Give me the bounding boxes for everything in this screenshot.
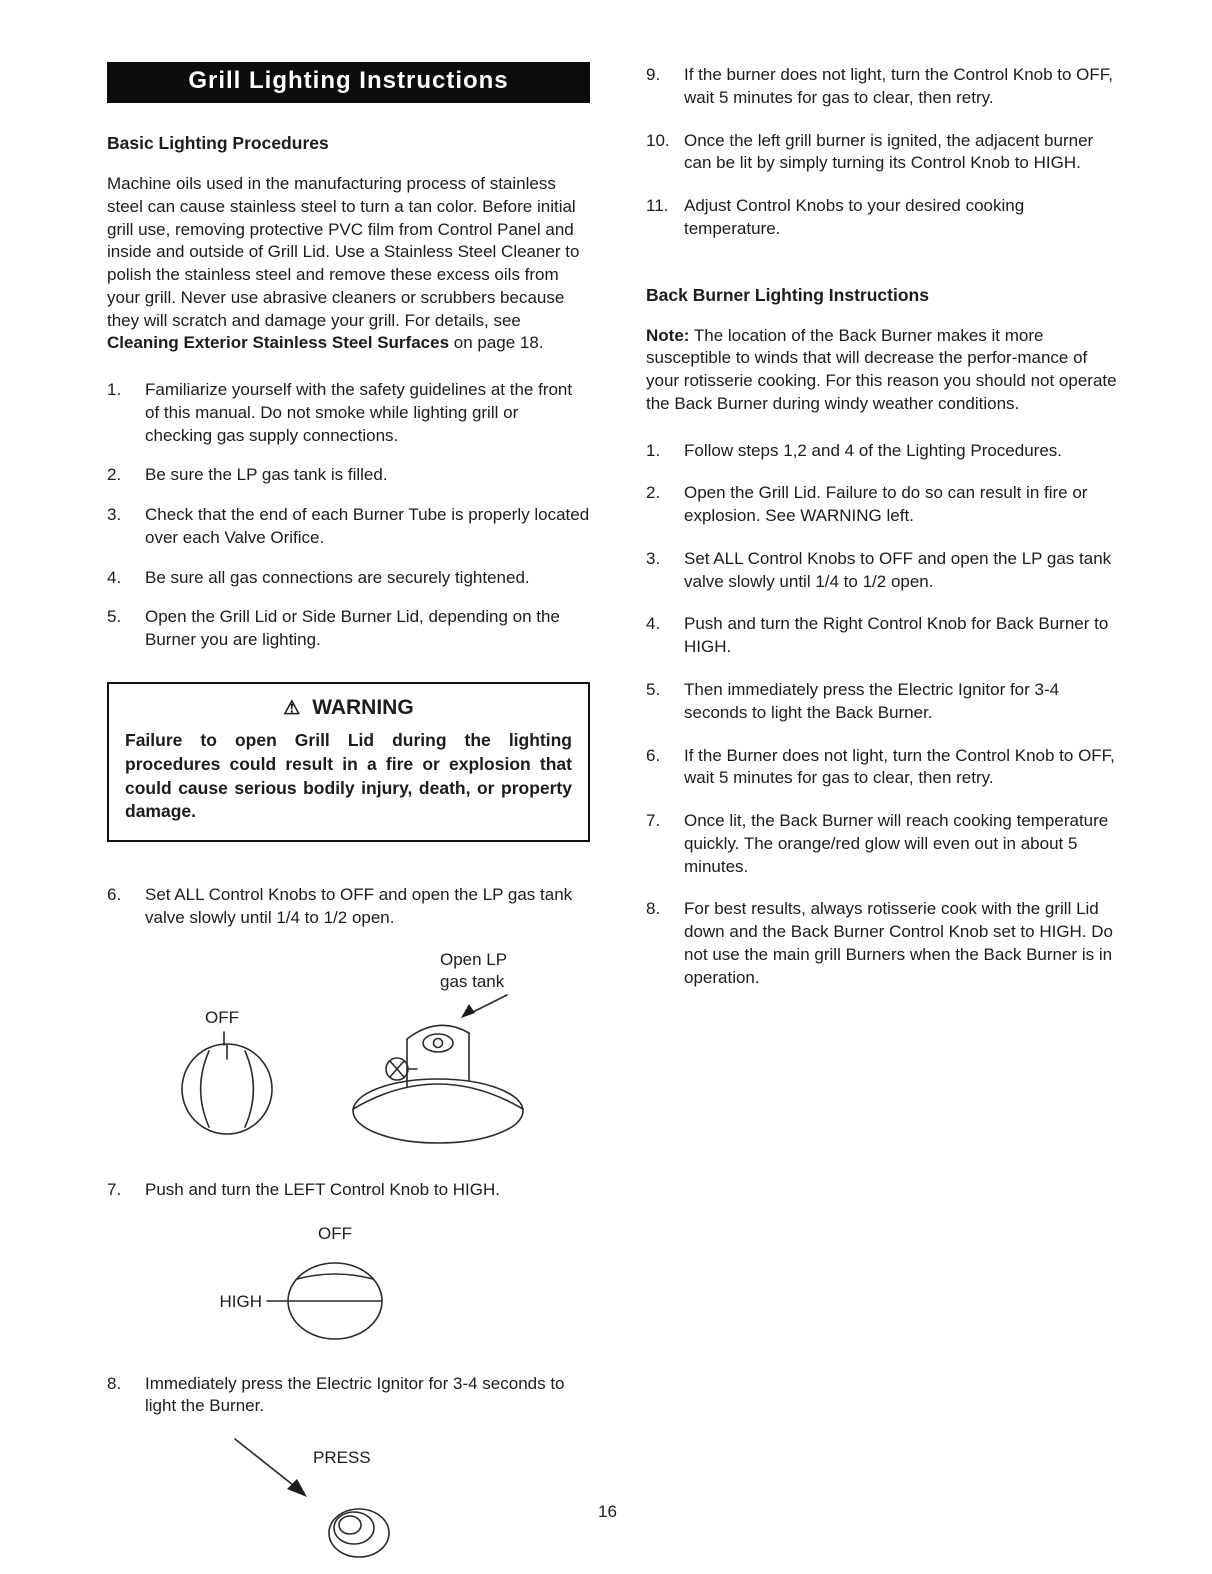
back-burner-steps-list: [646, 440, 1118, 990]
step-text: Then immediately press the Electric Ignitor for 3-4 seconds to light the Back Burner.: [684, 680, 1060, 722]
step-text: Push and turn the Right Control Knob for Back Burner to HIGH.: [684, 614, 1109, 657]
arrow-icon: [235, 1439, 307, 1497]
step-number: 9.: [646, 65, 661, 84]
back-step-item-2: [646, 482, 1118, 528]
step-number: 4.: [107, 567, 122, 587]
intro-text-bold: Cleaning Exterior Stainless Steel Surfaces: [107, 333, 450, 353]
control-knob-figure: [267, 1263, 382, 1339]
step-item-8: [107, 1373, 590, 1419]
step-text: Be sure all gas connections are securely tightened.: [145, 567, 530, 587]
step-item-1: [107, 379, 590, 447]
basic-steps-list: [107, 379, 590, 652]
step-number: 5.: [646, 680, 661, 700]
step-number: 6.: [107, 885, 122, 905]
warning-body: Failure to open Grill Lid during the lighting procedures could result in a fire or explosion that could cause serious bodily injury, death, or property damage.: [125, 730, 572, 822]
step-item-10: [646, 130, 1118, 176]
left-column: [107, 62, 590, 1574]
knob-and-tank-illustration: [107, 947, 590, 1169]
step-number: 1.: [107, 380, 122, 400]
step-number: 2.: [646, 483, 661, 503]
page-number: 16: [598, 1502, 617, 1521]
intro-text-pre: Machine oils used in the manufacturing process of stainless steel can cause stainless steel to turn a tan color. Before initial grill use, removing protective PVC film from Control Panel and inside and outside of Grill Lid. Use a Stainless Steel Cleaner to polish the stainless steel and remove these excess oils from your grill. Never use abrasive cleaners or scrubbers because they will scratch and damage your grill. For details, see: [107, 174, 580, 330]
high-knob-illustration: [107, 1219, 590, 1359]
warning-triangle-icon: ⚠: [283, 698, 301, 720]
step-text: Set ALL Control Knobs to OFF and open the LP gas tank valve slowly until 1/4 to 1/2 open.: [145, 885, 573, 927]
back-step-item-5: [646, 679, 1118, 725]
step-number: 2.: [107, 465, 122, 485]
back-step-item-4: [646, 613, 1118, 659]
step-text: If the Burner does not light, turn the Control Knob to OFF, wait 5 minutes for gas to clear, then retry.: [684, 745, 1115, 788]
figure-high-knob: [107, 1219, 590, 1359]
knob-off-label: OFF: [318, 1223, 352, 1243]
lp-tank-figure: [353, 1025, 523, 1143]
step-number: 8.: [107, 1373, 122, 1393]
back-step-item-1: [646, 440, 1118, 463]
step-number: 7.: [107, 1179, 122, 1199]
step-text: Familiarize yourself with the safety guidelines at the front of this manual. Do not smoke while lighting grill or checking gas supply connections.: [145, 380, 573, 445]
back-step-item-7: [646, 810, 1118, 878]
step-item-7: [107, 1179, 590, 1202]
step-text: Be sure the LP gas tank is filled.: [145, 465, 388, 485]
step-number: 3.: [646, 548, 661, 568]
step-text: Open the Grill Lid or Side Burner Lid, depending on the Burner you are lighting.: [145, 607, 560, 650]
step-text: Set ALL Control Knobs to OFF and open the LP gas tank valve slowly until 1/4 to 1/2 open.: [684, 548, 1112, 591]
figure-ignitor: [107, 1435, 590, 1574]
press-label: PRESS: [313, 1448, 371, 1468]
step-item-2: [107, 464, 590, 487]
section-title-bar: [107, 62, 590, 103]
step-text: Push and turn the LEFT Control Knob to HIGH.: [145, 1179, 500, 1199]
step-item-4: [107, 567, 590, 590]
back-step-item-8: [646, 898, 1118, 989]
step-number: 7.: [646, 811, 661, 831]
step-text: Open the Grill Lid. Failure to do so can result in fire or explosion. See WARNING left.: [684, 483, 1088, 526]
basic-procedures-heading: Basic Lighting Procedures: [107, 133, 329, 153]
knob-high-label: HIGH: [219, 1291, 262, 1311]
figure-knob-and-tank: [107, 947, 590, 1169]
step-number: 1.: [646, 440, 661, 460]
back-burner-note: [646, 325, 1118, 416]
step-text: Immediately press the Electric Ignitor for 3-4 seconds to light the Burner.: [145, 1373, 565, 1416]
arrow-icon: [461, 995, 507, 1018]
back-burner-heading: Back Burner Lighting Instructions: [646, 284, 929, 305]
back-step-item-6: [646, 745, 1118, 791]
ignitor-button-figure: [329, 1509, 389, 1557]
step-text: Adjust Control Knobs to your desired cooking temperature.: [684, 196, 1025, 238]
warning-box: [107, 682, 590, 842]
tank-label-line1: Open LP: [440, 949, 508, 969]
section-title: Grill Lighting Instructions: [188, 67, 509, 94]
step-number: 8.: [646, 899, 661, 919]
step-text: Once lit, the Back Burner will reach cooking temperature quickly. The orange/red glow will even out in about 5 minutes.: [684, 811, 1109, 876]
step-number: 10.: [646, 130, 670, 150]
note-text: The location of the Back Burner makes it more susceptible to winds that will decrease the perfor-mance of your rotisserie cooking. For this reason you should not operate the Back Burner during windy weather conditions.: [646, 325, 1117, 413]
step-text: For best results, always rotisserie cook with the grill Lid down and the Back Burner Control Knob set to HIGH. Do not use the main grill Burners when the Back Burner is in operation.: [684, 899, 1114, 987]
back-step-item-3: [646, 548, 1118, 594]
step-item-5: [107, 606, 590, 652]
warning-title-text: WARNING: [312, 696, 414, 720]
step-number: 5.: [107, 607, 122, 627]
step-number: 3.: [107, 505, 122, 525]
step-text: Check that the end of each Burner Tube is properly located over each Valve Orifice.: [145, 505, 590, 547]
step-text: If the burner does not light, turn the Control Knob to OFF, wait 5 minutes for gas to clear, then retry.: [684, 65, 1114, 107]
step-number: 4.: [646, 614, 661, 634]
step-item-3: [107, 504, 590, 550]
step-text: Follow steps 1,2 and 4 of the Lighting Procedures.: [684, 440, 1063, 460]
intro-text-post: on page 18.: [449, 333, 544, 353]
step-item-6: [107, 884, 590, 930]
right-column: [646, 62, 1118, 1009]
warning-title: [125, 696, 572, 720]
off-knob-figure: [182, 1008, 272, 1134]
knob-off-label: OFF: [205, 1007, 239, 1027]
step-item-11: [646, 195, 1118, 241]
ignitor-illustration: [107, 1435, 590, 1574]
step-text: Once the left grill burner is ignited, the adjacent burner can be lit by simply turning its Control Knob to HIGH.: [684, 130, 1094, 173]
intro-paragraph: [107, 173, 590, 355]
step-number: 11.: [646, 196, 669, 216]
tank-label-line2: gas tank: [440, 971, 505, 991]
step-number: 6.: [646, 745, 661, 765]
step-item-9: [646, 64, 1118, 110]
note-label: Note:: [646, 325, 690, 345]
